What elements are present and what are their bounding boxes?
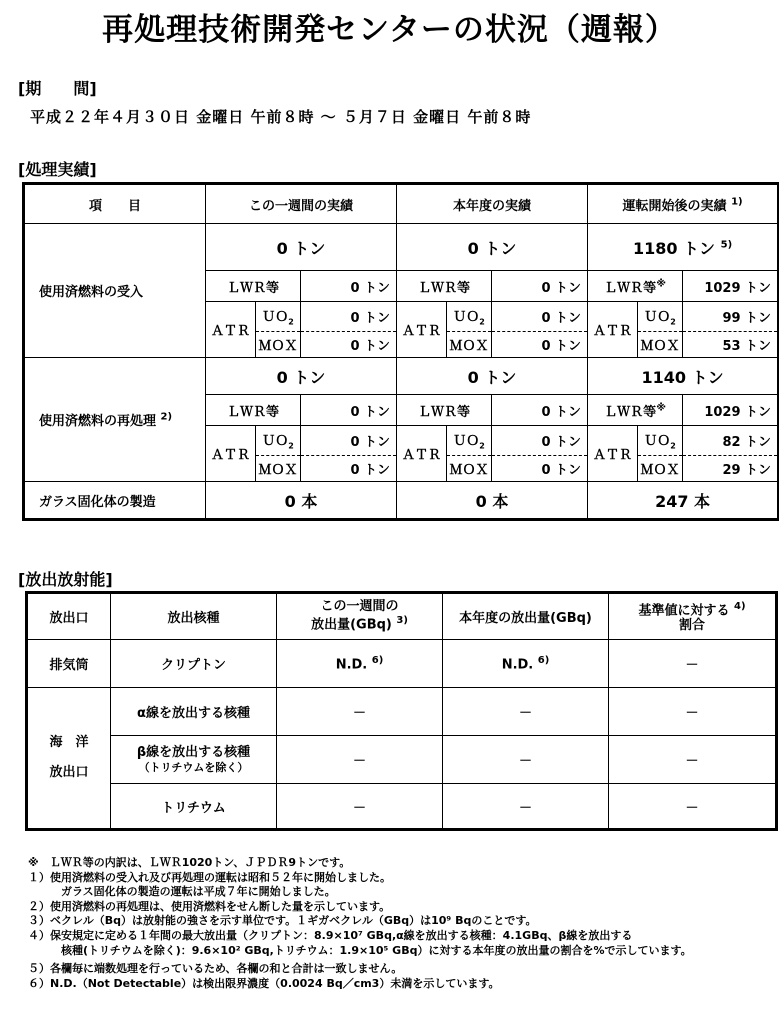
receipt-week-total: 0 トン <box>206 224 397 271</box>
receipt-label: 使用済燃料の受入 <box>24 224 206 358</box>
tritium-label: トリチウム <box>111 784 277 830</box>
lwr-star-label: ＬＷＲ等※ <box>588 395 683 426</box>
reprocess-week-uo2: 0 トン <box>301 426 397 456</box>
alpha-ratio: － <box>609 688 777 736</box>
col-item: 項 目 <box>24 184 206 224</box>
receipt-week-mox: 0 トン <box>301 332 397 358</box>
reprocess-all-lwr: 1029 トン <box>683 395 779 426</box>
note-3: ３）ベクレル（Bq）は放射能の強さを示す単位です。１ギガベクレル（GBq）は10⁹ Bqのことです。 <box>28 914 537 928</box>
reprocess-week-total: 0 トン <box>206 358 397 395</box>
reprocess-week-lwr: 0 トン <box>301 395 397 426</box>
period-text: 平成２２年４月３０日 金曜日 午前８時 ～ ５月７日 金曜日 午前８時 <box>30 108 532 126</box>
alpha-label: α線を放出する核種 <box>111 688 277 736</box>
reprocess-all-uo2: 82 トン <box>683 426 779 456</box>
reprocess-year-lwr: 0 トン <box>492 395 588 426</box>
col-nuclide: 放出核種 <box>111 593 277 640</box>
receipt-all-lwr: 1029 トン <box>683 271 779 302</box>
footnotes <box>28 856 778 991</box>
glass-label: ガラス固化体の製造 <box>24 482 206 520</box>
krypton-label: クリプトン <box>111 640 277 688</box>
release-header: [放出放射能] <box>18 570 113 589</box>
note-4b: 核種(トリチウムを除く)：9.6×10² GBq,トリチウム：1.9×10⁵ GBq）に対する本年度の放出量の割合を%で示しています。 <box>61 943 692 957</box>
col-ratio: 基準値に対する $^{4)}$ 割合 <box>609 593 777 640</box>
alpha-week: － <box>277 688 443 736</box>
ocean-outlet-label: 海 洋 放出口 <box>27 688 111 830</box>
uo2-label: ＵＯ$_2$ <box>256 426 301 456</box>
table-row <box>27 736 777 784</box>
lwr-star-label: ＬＷＲ等※ <box>588 271 683 302</box>
glass-year: 0 本 <box>397 482 588 520</box>
lwr-label: ＬＷＲ等 <box>397 271 492 302</box>
table-row <box>24 358 779 395</box>
tritium-year: － <box>443 784 609 830</box>
atr-label: ＡＴＲ <box>206 426 256 482</box>
reprocess-year-uo2: 0 トン <box>492 426 588 456</box>
beta-week: － <box>277 736 443 784</box>
glass-week: 0 本 <box>206 482 397 520</box>
reprocess-week-mox: 0 トン <box>301 456 397 482</box>
tritium-ratio: － <box>609 784 777 830</box>
uo2-label: ＵＯ$_2$ <box>256 302 301 332</box>
receipt-year-total: 0 トン <box>397 224 588 271</box>
tritium-week: － <box>277 784 443 830</box>
mox-label: ＭＯＸ <box>638 456 683 482</box>
note-4: ４）保安規定に定める１年間の最大放出量（クリプトン：8.9×10⁷ GBq,α線を放出する核種：4.1GBq、β線を放出する <box>28 928 633 942</box>
receipt-all-total: 1180 トン $^{5)}$ <box>588 224 779 271</box>
note-6: ６）N.D.（Not Detectable）は検出限界濃度（0.0024 Bq／cm3）未満を示しています。 <box>28 976 500 990</box>
atr-label: ＡＴＲ <box>588 426 638 482</box>
col-week: この一週間の実績 <box>206 184 397 224</box>
receipt-all-uo2: 99 トン <box>683 302 779 332</box>
mox-label: ＭＯＸ <box>447 456 492 482</box>
note-1: １）使用済燃料の受入れ及び再処理の運転は昭和５２年に開始しました。 <box>28 870 391 884</box>
atr-label: ＡＴＲ <box>397 426 447 482</box>
results-header: [処理実績] <box>18 160 97 179</box>
beta-label: β線を放出する核種 （トリチウムを除く） <box>111 736 277 784</box>
atr-label: ＡＴＲ <box>397 302 447 358</box>
results-table <box>22 182 779 521</box>
period-header: [期 間] <box>18 79 97 98</box>
col-year: 本年度の実績 <box>397 184 588 224</box>
uo2-label: ＵＯ$_2$ <box>447 426 492 456</box>
col-outlet: 放出口 <box>27 593 111 640</box>
mox-label: ＭＯＸ <box>256 332 301 358</box>
table-row <box>27 688 777 736</box>
uo2-label: ＵＯ$_2$ <box>638 302 683 332</box>
lwr-label: ＬＷＲ等 <box>206 271 301 302</box>
release-table <box>25 591 778 831</box>
lwr-label: ＬＷＲ等 <box>206 395 301 426</box>
reprocess-year-mox: 0 トン <box>492 456 588 482</box>
mox-label: ＭＯＸ <box>256 456 301 482</box>
table-row <box>27 640 777 688</box>
glass-all: 247 本 <box>588 482 779 520</box>
note-star: ※ ＬＷＲ等の内訳は、ＬＷＲ1020トン、ＪＰＤＲ9トンです。 <box>28 856 351 869</box>
krypton-week: N.D. $^{6)}$ <box>277 640 443 688</box>
table-row <box>27 784 777 830</box>
receipt-week-uo2: 0 トン <box>301 302 397 332</box>
uo2-label: ＵＯ$_2$ <box>447 302 492 332</box>
stack-label: 排気筒 <box>27 640 111 688</box>
atr-label: ＡＴＲ <box>588 302 638 358</box>
note-2: ２）使用済燃料の再処理は、使用済燃料をせん断した量を示しています。 <box>28 899 391 913</box>
page-title: 再処理技術開発センターの状況（週報） <box>102 12 677 48</box>
lwr-label: ＬＷＲ等 <box>397 395 492 426</box>
krypton-year: N.D. $^{6)}$ <box>443 640 609 688</box>
reprocess-label: 使用済燃料の再処理 $^{2)}$ <box>24 358 206 482</box>
mox-label: ＭＯＸ <box>447 332 492 358</box>
col-total: 運転開始後の実績 $^{1)}$ <box>588 184 779 224</box>
col-year-release: 本年度の放出量(GBq) <box>443 593 609 640</box>
receipt-year-mox: 0 トン <box>492 332 588 358</box>
table-row <box>24 224 779 271</box>
note-1b: ガラス固化体の製造の運転は平成７年に開始しました。 <box>61 885 336 899</box>
mox-label: ＭＯＸ <box>638 332 683 358</box>
beta-ratio: － <box>609 736 777 784</box>
receipt-week-lwr: 0 トン <box>301 271 397 302</box>
note-5: ５）各欄毎に端数処理を行っているため、各欄の和と合計は一致しません。 <box>28 962 403 976</box>
beta-year: － <box>443 736 609 784</box>
uo2-label: ＵＯ$_2$ <box>638 426 683 456</box>
receipt-all-mox: 53 トン <box>683 332 779 358</box>
reprocess-all-total: 1140 トン <box>588 358 779 395</box>
reprocess-all-mox: 29 トン <box>683 456 779 482</box>
col-week-release: この一週間の 放出量(GBq) $^{3)}$ <box>277 593 443 640</box>
krypton-ratio: － <box>609 640 777 688</box>
receipt-year-lwr: 0 トン <box>492 271 588 302</box>
reprocess-year-total: 0 トン <box>397 358 588 395</box>
receipt-year-uo2: 0 トン <box>492 302 588 332</box>
alpha-year: － <box>443 688 609 736</box>
atr-label: ＡＴＲ <box>206 302 256 358</box>
table-row <box>24 482 779 520</box>
